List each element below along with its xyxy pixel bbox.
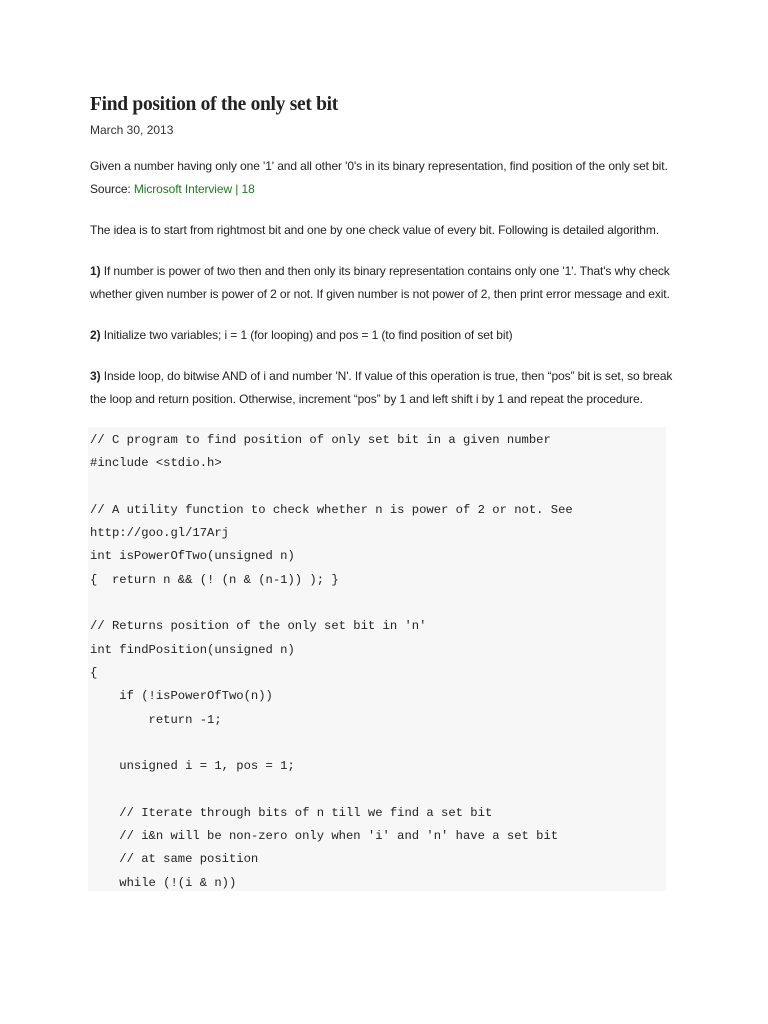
step-2-paragraph	[90, 324, 678, 347]
step-1-number: 1)	[90, 264, 101, 278]
idea-paragraph: The idea is to start from rightmost bit and one by one check value of every bit. Following is detailed algorithm.	[90, 223, 659, 237]
step-2-number: 2)	[90, 328, 101, 342]
article-title: Find position of the only set bit	[90, 94, 338, 115]
source-label: Source:	[90, 182, 134, 196]
article	[90, 93, 678, 891]
intro-text: Given a number having only one '1' and all other '0's in its binary representation, find position of the only set bit.	[90, 159, 668, 173]
intro-paragraph	[90, 155, 678, 201]
step-3-text: Inside loop, do bitwise AND of i and number 'N'. If value of this operation is true, then “pos” bit is set, so break the loop and return position. Otherwise, increment “pos” by 1 and left shift i by 1 and repeat the procedure.	[90, 369, 673, 406]
step-2-text: Initialize two variables; i = 1 (for looping) and pos = 1 (to find position of set bit)	[100, 328, 513, 342]
step-3-number: 3)	[90, 369, 101, 383]
step-1-paragraph	[90, 260, 678, 306]
step-3-paragraph	[90, 365, 678, 411]
code-block	[88, 427, 666, 891]
article-date: March 30, 2013	[90, 123, 174, 137]
step-1-text: If number is power of two then and then only its binary representation contains only one '1'. That's why check whether given number is power of 2 or not. If given number is not power of 2, then print error message and exit.	[90, 264, 670, 301]
source-link[interactable]: Microsoft Interview | 18	[133, 182, 255, 196]
code-listing: // C program to find position of only set bit in a given number #include <stdio.h> // A utility function to check whether n is power of 2 or not. See http://goo.gl/17Arj int isPowerOfTwo(unsigned n) { return n && (! (n & (n-1)) ); } // Returns position of the only set bit in 'n' int findPosition(unsigned n) { if (!isPowerOfTwo(n)) return -1; unsigned i = 1, pos = 1; // Iterate through bits of n till we find a set bit // i&n will be non-zero only when 'i' and 'n' have a set bit // at same position while (!(i & n))	[90, 433, 573, 890]
